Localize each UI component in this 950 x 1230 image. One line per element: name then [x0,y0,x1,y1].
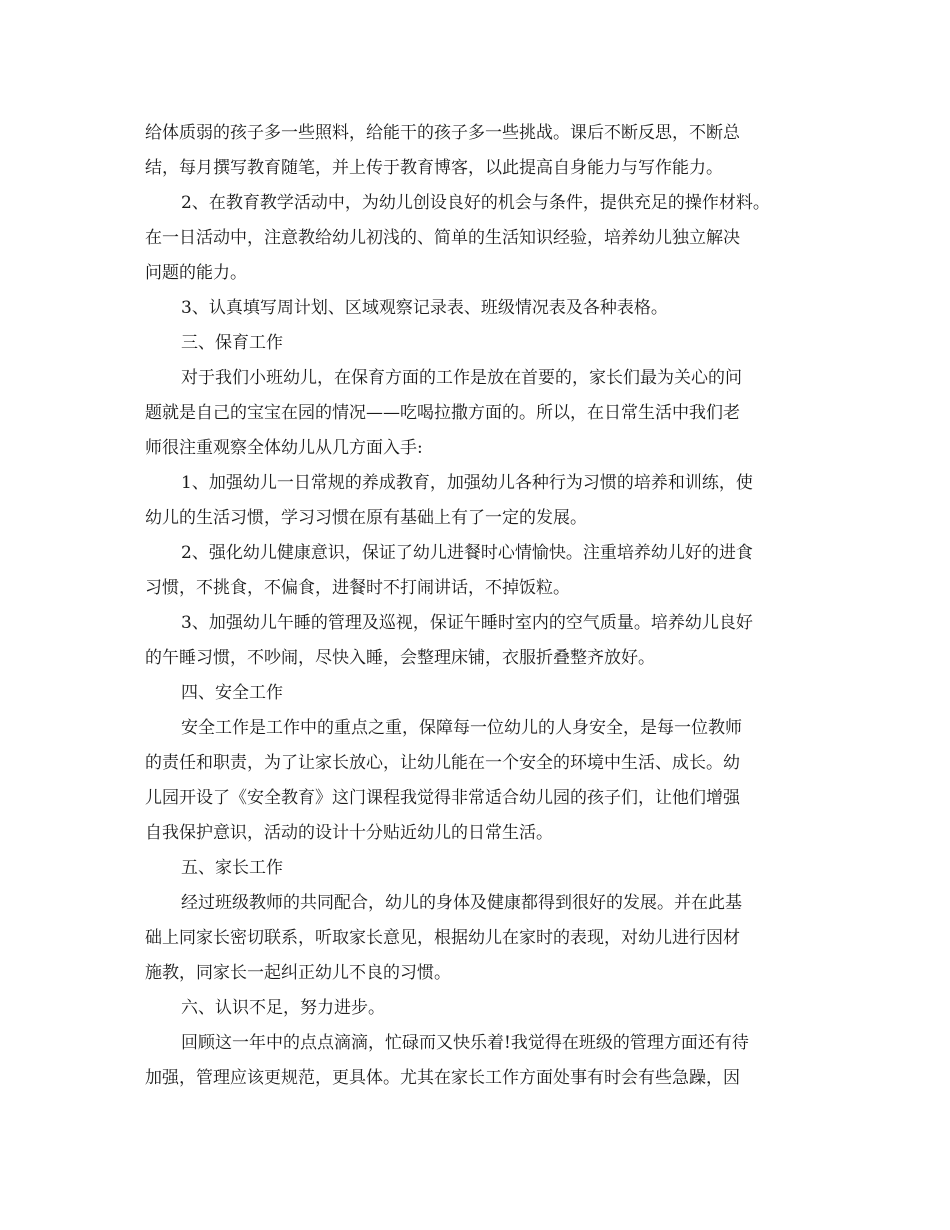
text-line: 在一日活动中，注意教给幼儿初浅的、简单的生活知识经验，培养幼儿独立解决 [145,228,740,248]
text-line: 师很注重观察全体幼儿从几方面入手: [145,438,423,458]
paragraph [145,536,825,606]
text-line: 自我保护意识，活动的设计十分贴近幼儿的日常生活。 [145,823,553,843]
paragraph [145,606,825,676]
document-body [145,116,825,1096]
text-line: 六、认识不足，努力进步。 [181,998,385,1018]
paragraph [145,466,825,536]
text-line: 给体质弱的孩子多一些照料，给能干的孩子多一些挑战。课后不断反思，不断总 [145,123,740,143]
paragraph [145,116,825,186]
text-line: 的午睡习惯，不吵闹，尽快入睡，会整理床铺，衣服折叠整齐放好。 [145,648,655,668]
text-line: 础上同家长密切联系，听取家长意见，根据幼儿在家时的表现，对幼儿进行因材 [145,928,740,948]
paragraph [145,291,825,326]
text-line: 对于我们小班幼儿，在保育方面的工作是放在首要的，家长们最为关心的问 [181,368,742,388]
text-line: 安全工作是工作中的重点之重，保障每一位幼儿的人身安全，是每一位教师 [181,718,742,738]
text-line: 3、加强幼儿午睡的管理及巡视，保证午睡时室内的空气质量。培养幼儿良好 [181,613,753,633]
text-line: 3、认真填写周计划、区域观察记录表、班级情况表及各种表格。 [181,298,668,318]
text-line: 的责任和职责，为了让家长放心，让幼儿能在一个安全的环境中生活、成长。幼 [145,753,740,773]
text-line: 回顾这一年中的点点滴滴，忙碌而又快乐着!我觉得在班级的管理方面还有待 [181,1033,749,1053]
text-line: 四、安全工作 [181,683,283,703]
paragraph [145,991,825,1026]
text-line: 加强，管理应该更规范，更具体。尤其在家长工作方面处事有时会有些急躁，因 [145,1068,740,1088]
paragraph [145,326,825,361]
text-line: 结，每月撰写教育随笔，并上传于教育博客，以此提高自身能力与写作能力。 [145,158,723,178]
text-line: 2、在教育教学活动中，为幼儿创设良好的机会与条件，提供充足的操作材料。 [181,193,770,213]
text-line: 题就是自己的宝宝在园的情况——吃喝拉撒方面的。所以，在日常生活中我们老 [145,403,740,423]
paragraph [145,886,825,991]
text-line: 问题的能力。 [145,263,247,283]
paragraph [145,676,825,711]
text-line: 儿园开设了《安全教育》这门课程我觉得非常适合幼儿园的孩子们，让他们增强 [145,788,740,808]
paragraph [145,851,825,886]
text-line: 三、保育工作 [181,333,283,353]
text-line: 习惯，不挑食，不偏食，进餐时不打闹讲话，不掉饭粒。 [145,578,570,598]
text-line: 幼儿的生活习惯，学习习惯在原有基础上有了一定的发展。 [145,508,587,528]
paragraph [145,711,825,851]
paragraph [145,1026,825,1096]
text-line: 五、家长工作 [181,858,283,878]
paragraph [145,361,825,466]
text-line: 1、加强幼儿一日常规的养成教育，加强幼儿各种行为习惯的培养和训练，使 [181,473,753,493]
text-line: 施教，同家长一起纠正幼儿不良的习惯。 [145,963,451,983]
paragraph [145,186,825,291]
text-line: 经过班级教师的共同配合，幼儿的身体及健康都得到很好的发展。并在此基 [181,893,742,913]
text-line: 2、强化幼儿健康意识，保证了幼儿进餐时心情愉快。注重培养幼儿好的进食 [181,543,753,563]
